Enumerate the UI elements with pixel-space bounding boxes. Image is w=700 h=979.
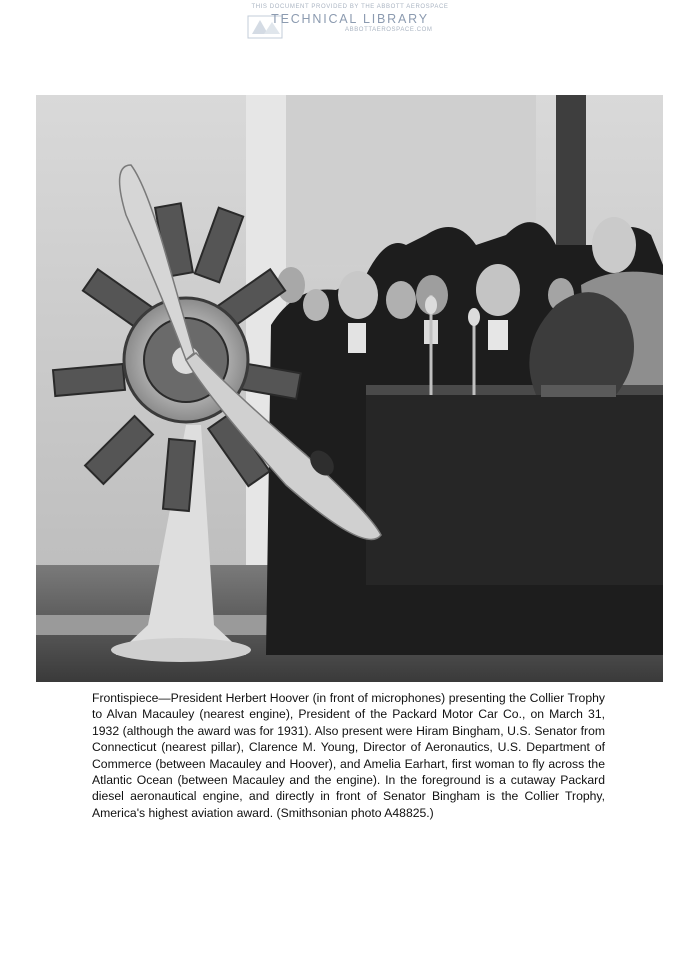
photo-illustration bbox=[36, 95, 663, 682]
photo-caption: Frontispiece—President Herbert Hoover (in front of microphones) presenting the Collier Trophy to Alvan Macauley (nearest engine), President of the Packard Motor Car Co., on March 31, 1932 (although the award was for 1931). Also present were Hiram Bingham, U.S. Senator from Connecticut (nearest pillar), Clarence M. Young, Director of Aeronautics, U.S. Department of Commerce (between Macauley and Hoover), and Amelia Earhart, first woman to fly across the Atlantic Ocean (between Macauley and the engine). In the foreground is a cutaway Packard diesel aeronautical engine, and directly in front of Senator Bingham is the Collier Trophy, America's highest aviation award. (Smithsonian photo A48825.) bbox=[92, 691, 605, 820]
watermark-url: ABBOTTAEROSPACE.COM bbox=[345, 27, 433, 33]
watermark bbox=[0, 4, 700, 44]
frontispiece-photo bbox=[36, 95, 663, 682]
watermark-title: TECHNICAL LIBRARY bbox=[271, 12, 429, 26]
watermark-provided-by: THIS DOCUMENT PROVIDED BY THE ABBOTT AEROSPACE bbox=[251, 4, 449, 10]
